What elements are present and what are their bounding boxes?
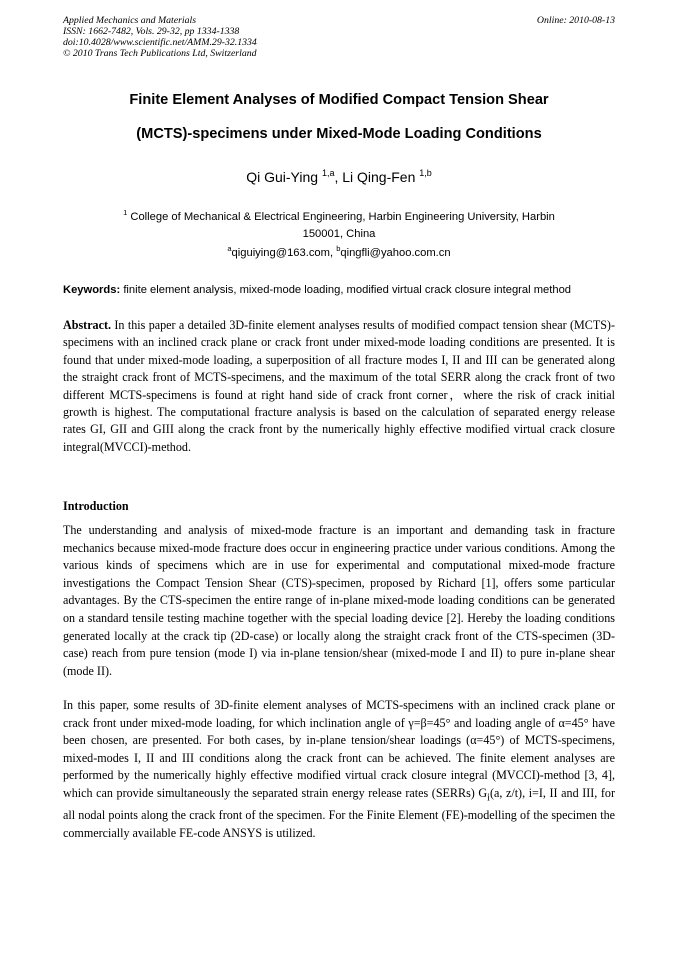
email-separator: , — [329, 247, 337, 259]
email-a-link[interactable]: qiguiying@163.com — [231, 247, 330, 259]
journal-header — [63, 15, 615, 59]
author-1: Qi Gui-Ying — [246, 169, 319, 185]
affiliation-text: College of Mechanical & Electrical Engineering, Harbin Engineering University, Harbin 150001, China — [130, 211, 555, 240]
journal-name: Applied Mechanics and Materials — [63, 15, 197, 26]
journal-doi[interactable]: doi:10.4028/www.scientific.net/AMM.29-32.1334 — [63, 37, 257, 48]
affiliation-marker: 1 — [123, 208, 128, 217]
author-2: Li Qing-Fen — [342, 169, 416, 185]
author-list — [63, 168, 615, 185]
keywords-label: Keywords: — [63, 284, 121, 296]
email-b-marker: b — [336, 244, 341, 253]
author-1-affiliation: 1,a — [321, 168, 335, 178]
section-heading-introduction: Introduction — [63, 499, 129, 513]
journal-issn: ISSN: 1662-7482, Vols. 29-32, pp 1334-1338 — [63, 26, 240, 37]
journal-info — [63, 15, 615, 59]
serr-subscript: i — [487, 792, 490, 804]
author-emails — [63, 244, 615, 259]
author-2-affiliation: 1,b — [419, 168, 432, 178]
journal-copyright: © 2010 Trans Tech Publications Ltd, Switzerland — [63, 48, 257, 59]
keywords-text: finite element analysis, mixed-mode loading, modified virtual crack closure integral method — [123, 284, 572, 296]
abstract-label: Abstract. — [63, 318, 112, 332]
email-a-marker: a — [227, 244, 232, 253]
affiliation — [110, 204, 568, 243]
author-separator: , — [334, 169, 343, 185]
keywords-section — [63, 282, 615, 299]
introduction-paragraph-2-part-1: In this paper, some results of 3D-finite element analyses of MCTS-specimens with an inclined crack plane or crack front under mixed-mode loading, for which inclination angle of γ=β=45° and loading angle of α=45° have been chosen, are presented. For both cases, by in-plane tension/shear loadings (α=45°) of MCTS-specimens, mixed-modes I, II and III conditions along the crack front can be achieved. The finite element analyses are performed by the numerically highly effective modified virtual crack closure integral (MVCCI)-method [3, 4], which can provide simultaneously the separated strain energy release rates (SERRs) G — [63, 698, 615, 800]
paper-title-line-2: (MCTS)-specimens under Mixed-Mode Loading Conditions — [136, 126, 542, 142]
abstract-section — [63, 317, 615, 456]
abstract-text: In this paper a detailed 3D-finite element analyses results of modified compact tension shear (MCTS)-specimens with an inclined crack plane or crack front under mixed-mode loading conditions are presented. It is found that under mixed-mode loading, a superposition of all fracture modes I, II and III can be generated along the straight crack front of MCTS-specimens, and the maximum of the total SERR along the crack front of two different MCTS-specimens is found at right hand side of crack front corner，where the risk of crack initial growth is highest. The computational fracture analysis is based on the calculation of separated energy release rates GI, GII and GIII along the crack front by the numerically highly effective modified virtual crack closure integral(MVCCI)-method. — [63, 318, 615, 454]
email-b-link[interactable]: qingfli@yahoo.com.cn — [340, 247, 451, 259]
introduction-paragraph-1: The understanding and analysis of mixed-mode fracture is an important and demanding task in fracture mechanics because mixed-mode fracture does occur in engineering practice under various conditions. Among the various kinds of specimens which are in use for experimental and computational mixed-mode fracture investigations the Compact Tension Shear (CTS)-specimen, proposed by Richard [1], offers some particular advantages. By the CTS-specimen the entire range of in-plane mixed-mode loading conditions can be generated on a standard tensile testing machine together with the special loading device [2]. Hereby the loading conditions generated locally at the crack tip (2D-case) or locally along the straight crack front of the CTS-specimen (3D-case) reach from pure tension (mode I) via in-plane tension/shear (mixed-mode I and II) to pure in-plane shear (mode II). — [63, 523, 615, 678]
online-date: Online: 2010-08-13 — [536, 15, 615, 26]
introduction-paragraph-2 — [63, 697, 615, 842]
introduction-paragraph-2-part-2: (a, z/t), i=I, II and III, for all nodal points along the crack front of the specimen. For the Finite Element (FE)-modelling of the specimen the commercially available FE-code ANSYS is utilized. — [63, 785, 616, 840]
paper-title-line-1: Finite Element Analyses of Modified Compact Tension Shear — [129, 92, 549, 108]
